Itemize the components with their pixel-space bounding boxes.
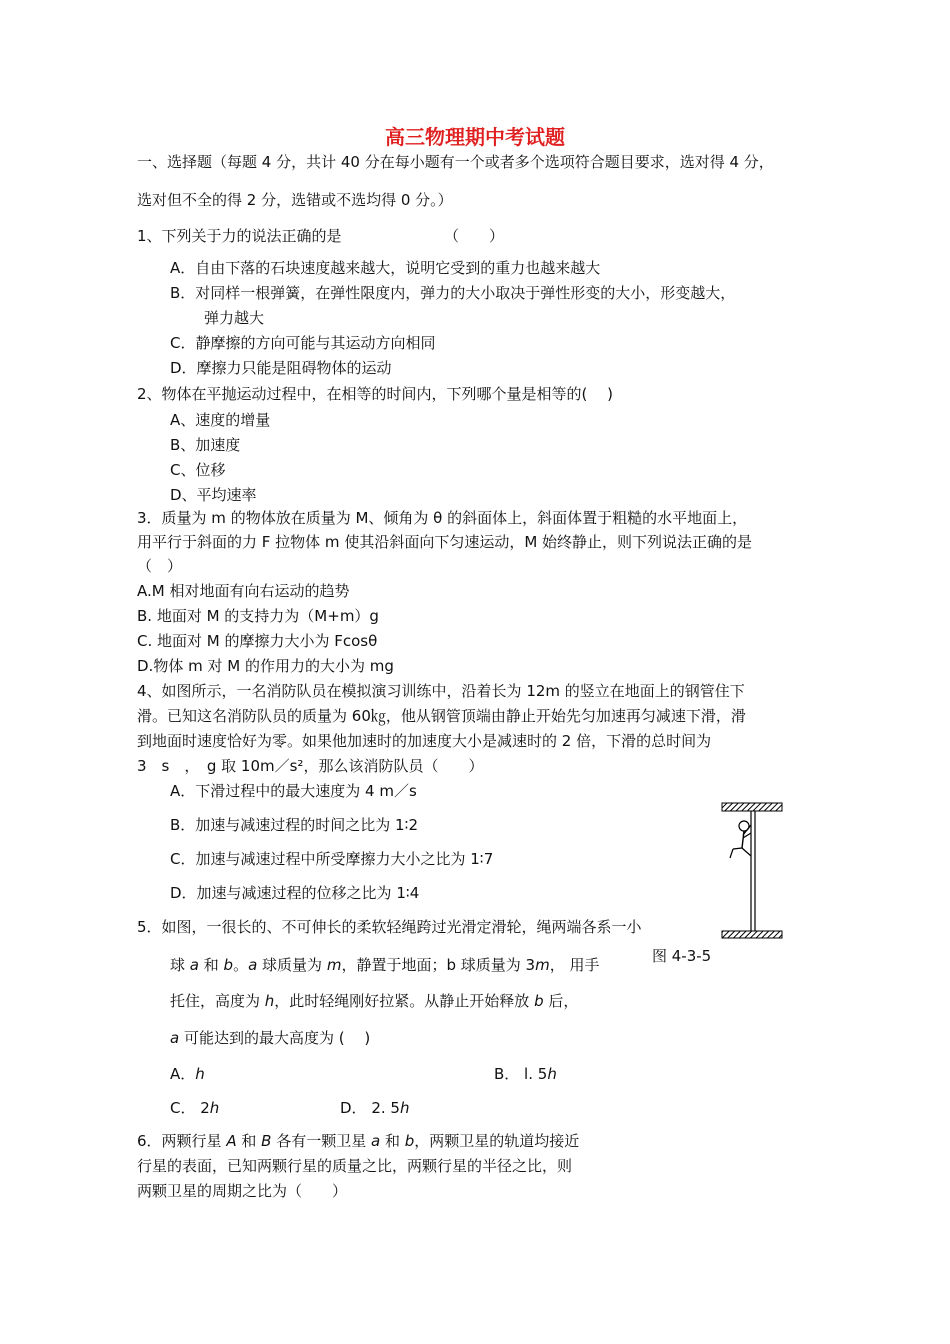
q4-stem-line3: 到地面时速度恰好为零。如果他加速时的加速度大小是减速时的 2 倍，下滑的总时间为 xyxy=(137,732,712,750)
firefighter-pole-figure xyxy=(718,800,788,940)
q5-stem-line1: 5．如图，一很长的、不可伸长的柔软轻绳跨过光滑定滑轮，绳两端各系一小 xyxy=(137,918,642,936)
q6-stem-line3: 两颗卫星的周期之比为（ ） xyxy=(137,1182,348,1200)
q4-option-b: B．加速与减速过程的时间之比为 1∶2 xyxy=(170,816,419,834)
q2-option-a: A、速度的增量 xyxy=(170,411,271,429)
q2-option-c: C、位移 xyxy=(170,461,226,479)
q5-stem-line2: 球 a 和 b。a 球质量为 m，静置于地面；b 球质量为 3m， 用手 xyxy=(170,956,600,974)
q3-option-d: D.物体 m 对 M 的作用力的大小为 mg xyxy=(137,657,394,675)
q1-option-a: A．自由下落的石块速度越来越大，说明它受到的重力也越来越大 xyxy=(170,259,601,277)
q3-stem-line2: 用平行于斜面的力 F 拉物体 m 使其沿斜面向下匀速运动，M 始终静止，则下列说法正确的是 xyxy=(137,533,753,551)
page-title: 高三物理期中考试题 xyxy=(385,125,565,149)
q4-stem-line4: 3 s ， g 取 10m／s²，那么该消防队员（ ） xyxy=(137,757,484,775)
q3-option-a: A.M 相对地面有向右运动的趋势 xyxy=(137,582,350,600)
q2-stem: 2、物体在平抛运动过程中，在相等的时间内，下列哪个量是相等的( ) xyxy=(137,385,614,403)
q5-option-d: D． 2. 5h xyxy=(340,1099,410,1117)
q1-option-c: C．静摩擦的方向可能与其运动方向相同 xyxy=(170,334,436,352)
q2-option-d: D、平均速率 xyxy=(170,486,257,504)
q4-stem-line2: 滑。已知这名消防队员的质量为 60㎏，他从钢管顶端由静止开始先匀加速再匀减速下滑，滑 xyxy=(137,707,746,725)
q3-option-b: B. 地面对 M 的支持力为（M+m）g xyxy=(137,607,379,625)
q3-option-c: C. 地面对 M 的摩擦力大小为 Fcosθ xyxy=(137,632,378,650)
q1-option-d: D．摩擦力只能是阻碍物体的运动 xyxy=(170,359,392,377)
q1-option-b-cont: 弹力越大 xyxy=(204,309,265,327)
q6-stem-line2: 行星的表面，已知两颗行星的质量之比，两颗行星的半径之比，则 xyxy=(137,1157,573,1175)
q6-stem-line1: 6．两颗行星 A 和 B 各有一颗卫星 a 和 b，两颗卫星的轨道均接近 xyxy=(137,1132,580,1150)
q4-option-d: D．加速与减速过程的位移之比为 1∶4 xyxy=(170,884,420,902)
q3-stem-line1: 3．质量为 m 的物体放在质量为 M、倾角为 θ 的斜面体上，斜面体置于粗糙的水平地面上， xyxy=(137,509,748,527)
q1-option-b: B．对同样一根弹簧，在弹性限度内，弹力的大小取决于弹性形变的大小，形变越大， xyxy=(170,284,736,302)
q5-option-b: B． l. 5h xyxy=(494,1065,557,1083)
q5-option-a: A．h xyxy=(170,1065,205,1083)
q5-stem-line3: 托住，高度为 h，此时轻绳刚好拉紧。从静止开始释放 b 后， xyxy=(170,992,579,1010)
q1-stem: 1、下列关于力的说法正确的是 xyxy=(137,227,342,245)
q4-option-c: C．加速与减速过程中所受摩擦力大小之比为 1∶7 xyxy=(170,850,494,868)
q4-figure-caption: 图 4-3-5 xyxy=(652,947,712,965)
section-instructions-line2: 选对但不全的得 2 分，选错或不选均得 0 分。） xyxy=(137,191,453,209)
q3-answer-blank: （ ） xyxy=(137,557,183,575)
q5-stem-line4: a 可能达到的最大高度为 ( ) xyxy=(170,1029,371,1047)
q4-option-a: A．下滑过程中的最大速度为 4 m／s xyxy=(170,782,417,800)
q1-answer-blank: （ ） xyxy=(444,227,505,245)
q4-stem-line1: 4、如图所示，一名消防队员在模拟演习训练中，沿着长为 12m 的竖立在地面上的钢管住下 xyxy=(137,682,745,700)
q2-option-b: B、加速度 xyxy=(170,436,241,454)
section-instructions-line1: 一、选择题（每题 4 分，共计 40 分在每小题有一个或者多个选项符合题目要求，选对得 4 分， xyxy=(137,153,774,171)
q5-option-c: C． 2h xyxy=(170,1099,220,1117)
